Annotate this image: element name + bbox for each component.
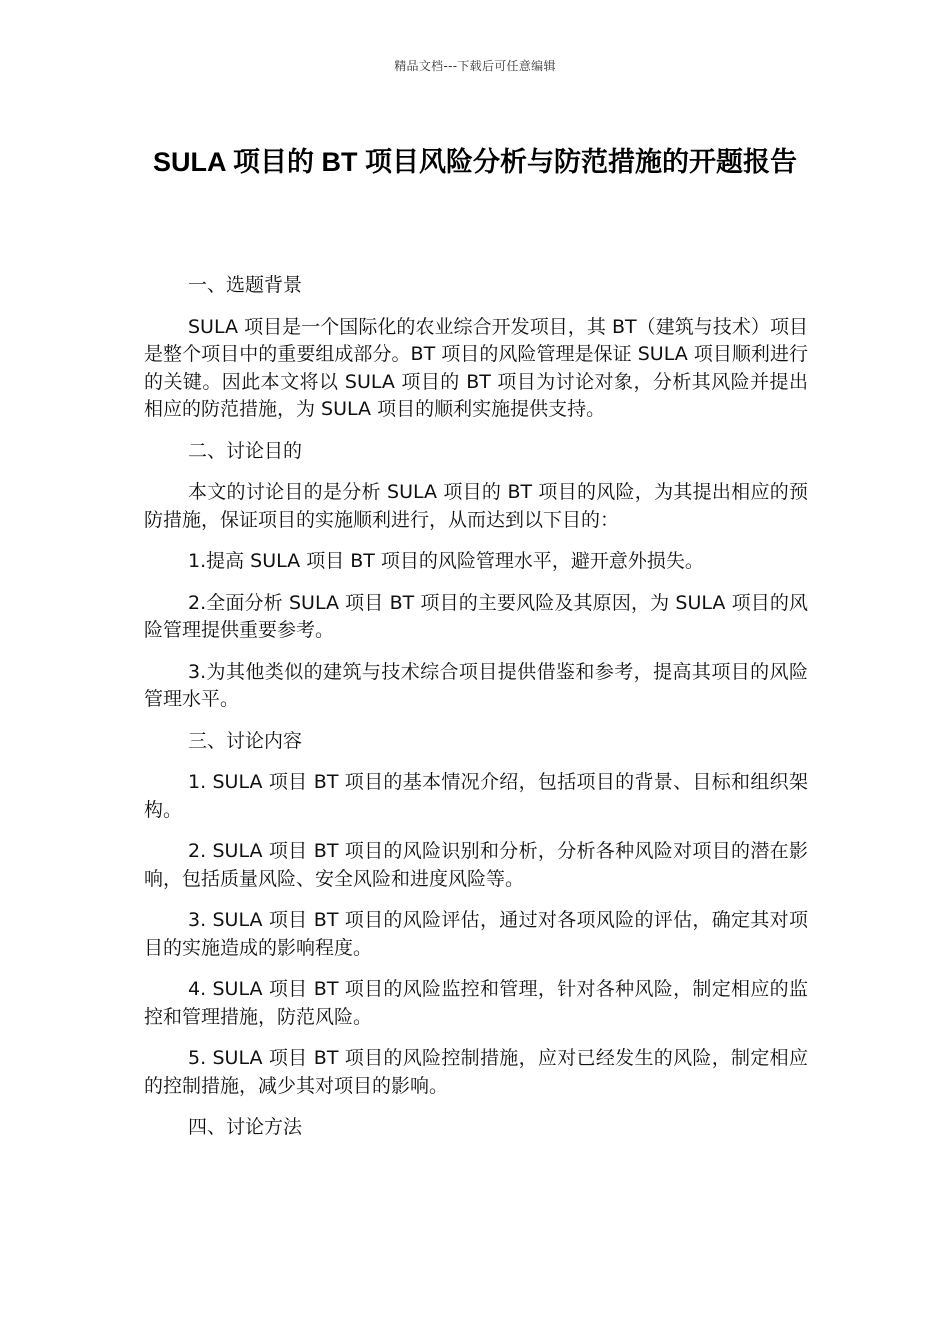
list-item: 2.全面分析 SULA 项目 BT 项目的主要风险及其原因，为 SULA 项目的风险管理提供重要参考。 <box>144 591 808 641</box>
document-body <box>144 272 808 1156</box>
header-note: 精品文档---下载后可任意编辑 <box>394 59 556 73</box>
list-item: 5. SULA 项目 BT 项目的风险控制措施，应对已经发生的风险，制定相应的控制措施，减少其对项目的影响。 <box>144 1047 808 1097</box>
section-heading-purpose: 二、讨论目的 <box>188 439 303 462</box>
list-item: 3.为其他类似的建筑与技术综合项目提供借鉴和参考，提高其项目的风险管理水平。 <box>144 660 808 710</box>
list-item: 4. SULA 项目 BT 项目的风险监控和管理，针对各种风险，制定相应的监控和管理措施，防范风险。 <box>144 978 808 1028</box>
paragraph: SULA 项目是一个国际化的农业综合开发项目，其 BT（建筑与技术）项目是整个项目中的重要组成部分。BT 项目的风险管理是保证 SULA 项目顺利进行的关键。因此本文将以 SULA 项目的 BT 项目为讨论对象，分析其风险并提出相应的防范措施，为 SULA 项目的顺利实施提供支持。 <box>144 315 808 420</box>
section-heading-method: 四、讨论方法 <box>188 1116 303 1138</box>
section-heading-content: 三、讨论内容 <box>188 729 303 752</box>
list-item: 3. SULA 项目 BT 项目的风险评估，通过对各项风险的评估，确定其对项目的实施造成的影响程度。 <box>144 909 808 959</box>
paragraph: 本文的讨论目的是分析 SULA 项目的 BT 项目的风险，为其提出相应的预防措施，保证项目的实施顺利进行，从而达到以下目的： <box>144 481 808 531</box>
section-heading-background: 一、选题背景 <box>188 274 303 296</box>
list-item: 1. SULA 项目 BT 项目的基本情况介绍，包括项目的背景、目标和组织架构。 <box>144 771 808 821</box>
list-item: 1.提高 SULA 项目 BT 项目的风险管理水平，避开意外损失。 <box>188 550 704 572</box>
document-title: SULA 项目的 BT 项目风险分析与防范措施的开题报告 <box>153 147 797 177</box>
list-item: 2. SULA 项目 BT 项目的风险识别和分析，分析各种风险对项目的潜在影响，包括质量风险、安全风险和进度风险等。 <box>144 840 808 890</box>
